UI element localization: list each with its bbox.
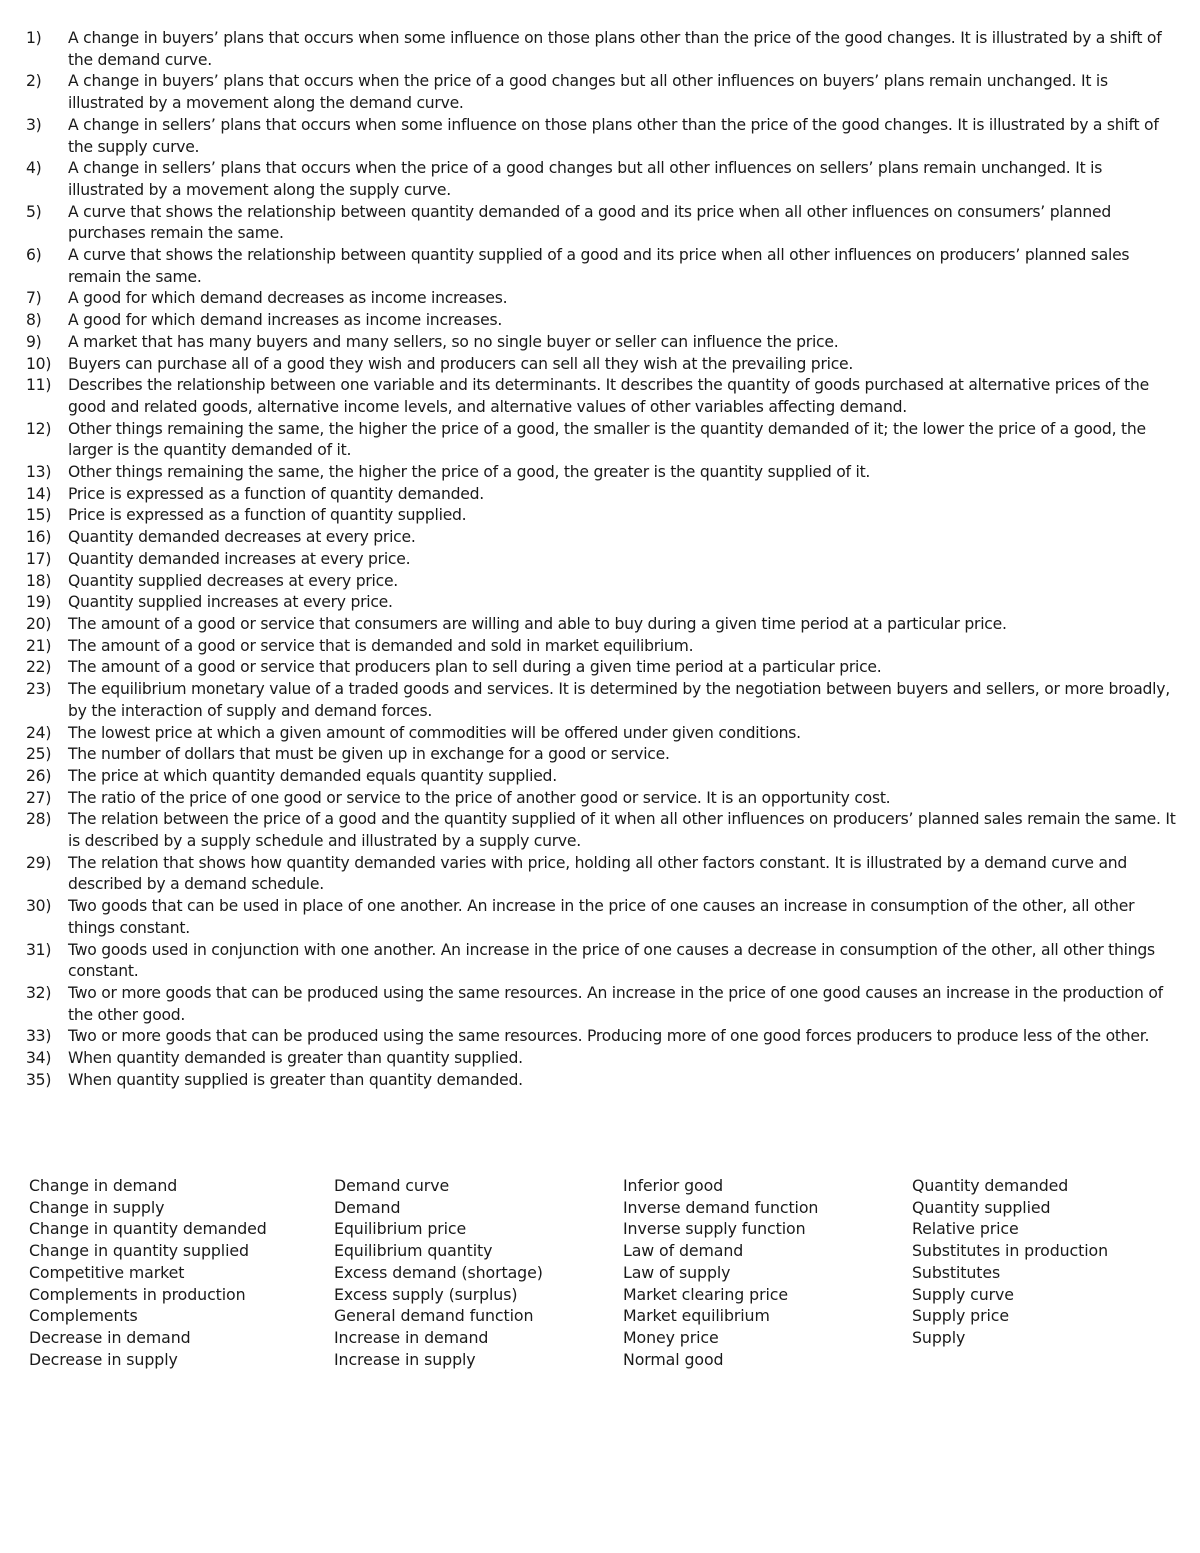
definition-text: The ratio of the price of one good or service to the price of another good or service. It is an opportunity cost. (68, 788, 891, 807)
definition-number: 31) (26, 940, 52, 959)
definition-item (26, 1048, 1178, 1070)
definition-text: Quantity demanded decreases at every price. (68, 528, 416, 547)
term-item: Supply (912, 1327, 966, 1347)
definition-number: 24) (26, 723, 52, 742)
definition-item (26, 527, 1178, 549)
definition-item (26, 375, 1178, 418)
definition-number: 32) (26, 983, 52, 1002)
definition-number: 21) (26, 636, 52, 655)
definition-number: 33) (26, 1027, 52, 1046)
term-column (912, 1175, 1172, 1370)
definition-number: 1) (26, 29, 42, 47)
definition-item (26, 1070, 1178, 1092)
definition-number: 28) (26, 810, 52, 829)
definition-item (26, 462, 1178, 484)
definition-item (26, 940, 1178, 983)
term-item: Complements in production (29, 1284, 246, 1304)
term-item: Quantity supplied (912, 1197, 1051, 1217)
term-item: Supply curve (912, 1284, 1014, 1304)
definition-text: Quantity demanded increases at every price. (68, 549, 411, 568)
term-column (29, 1175, 334, 1370)
definition-text: A market that has many buyers and many sellers, so no single buyer or seller can influence the price. (68, 332, 839, 351)
definition-item (26, 614, 1178, 636)
term-item: Decrease in supply (29, 1349, 178, 1369)
definition-item (26, 679, 1178, 722)
definition-number: 13) (26, 463, 52, 482)
definition-item (26, 549, 1178, 571)
definition-item (26, 115, 1178, 158)
term-item: Change in quantity supplied (29, 1241, 249, 1261)
term-item: Increase in supply (334, 1349, 476, 1369)
term-item: Market clearing price (623, 1284, 788, 1304)
definition-number: 17) (26, 549, 52, 568)
definition-number: 23) (26, 680, 52, 699)
definition-item (26, 809, 1178, 852)
definition-item (26, 28, 1178, 71)
definition-text: A change in buyers’ plans that occurs when some influence on those plans other than the price of the good changes. It is illustrated by a shift of the demand curve. (68, 29, 1162, 69)
definition-number: 25) (26, 745, 52, 764)
definition-text: A good for which demand increases as income increases. (68, 311, 503, 330)
term-column (623, 1175, 912, 1370)
term-item: Excess demand (shortage) (334, 1262, 543, 1282)
definition-item (26, 766, 1178, 788)
term-item: Demand (334, 1197, 401, 1217)
definition-text: The equilibrium monetary value of a traded goods and services. It is determined by the negotiation between buyers and sellers, or more broadly, by the interaction of supply and demand forces. (68, 680, 1170, 720)
term-item: Equilibrium price (334, 1219, 467, 1239)
term-item: Quantity demanded (912, 1176, 1069, 1195)
definition-text: The lowest price at which a given amount of commodities will be offered under given conditions. (68, 723, 801, 742)
definition-number: 7) (26, 289, 42, 308)
term-item: Increase in demand (334, 1327, 489, 1347)
term-item: Demand curve (334, 1176, 450, 1195)
definition-item (26, 1026, 1178, 1048)
definition-item (26, 571, 1178, 593)
definition-number: 14) (26, 484, 52, 503)
definition-number: 5) (26, 202, 42, 221)
definition-number: 18) (26, 571, 52, 590)
definition-text: When quantity demanded is greater than quantity supplied. (68, 1049, 523, 1068)
definition-text: When quantity supplied is greater than quantity demanded. (68, 1070, 523, 1089)
term-item: Complements (29, 1306, 138, 1326)
term-item: Inverse supply function (623, 1219, 806, 1239)
definition-text: A curve that shows the relationship between quantity supplied of a good and its price when all other influences on producers’ planned sales remain the same. (68, 246, 1130, 286)
definition-number: 12) (26, 419, 52, 438)
definition-item (26, 288, 1178, 310)
definition-item (26, 657, 1178, 679)
definition-item (26, 636, 1178, 658)
term-item: Law of demand (623, 1241, 744, 1261)
definition-item (26, 202, 1178, 245)
term-item: Normal good (623, 1349, 724, 1369)
definition-item (26, 354, 1178, 376)
definition-text: Quantity supplied decreases at every price. (68, 571, 398, 590)
term-item: Change in quantity demanded (29, 1219, 267, 1239)
definition-number: 20) (26, 614, 52, 633)
definition-number: 27) (26, 788, 52, 807)
definition-text: The relation that shows how quantity demanded varies with price, holding all other factors constant. It is illustrated by a demand curve and described by a demand schedule. (68, 853, 1128, 894)
definition-text: A change in sellers’ plans that occurs when the price of a good changes but all other influences on sellers’ plans remain unchanged. It is illustrated by a movement along the supply curve. (68, 159, 1103, 199)
definition-number: 10) (26, 354, 52, 373)
definition-number: 30) (26, 897, 52, 916)
definition-text: Two goods that can be used in place of one another. An increase in the price of one causes an increase in consumption of the other, all other things constant. (68, 897, 1135, 937)
definition-item (26, 245, 1178, 288)
definition-text: Price is expressed as a function of quantity demanded. (68, 484, 484, 503)
definition-item (26, 71, 1178, 114)
definition-text: The price at which quantity demanded equals quantity supplied. (68, 766, 557, 785)
definition-number: 35) (26, 1070, 52, 1089)
definition-text: Quantity supplied increases at every price. (68, 593, 393, 612)
term-item: Law of supply (623, 1262, 731, 1282)
definition-number: 16) (26, 528, 52, 547)
definition-number: 8) (26, 311, 42, 330)
definition-number: 6) (26, 246, 42, 265)
definition-text: The number of dollars that must be given up in exchange for a good or service. (68, 745, 670, 764)
definition-text: A good for which demand decreases as income increases. (68, 289, 508, 308)
term-item: Competitive market (29, 1262, 185, 1282)
definition-number: 9) (26, 332, 42, 351)
definition-text: Two goods used in conjunction with one another. An increase in the price of one causes a decrease in consumption of the other, all other things constant. (68, 940, 1155, 981)
definition-text: Price is expressed as a function of quantity supplied. (68, 506, 467, 525)
definition-text: A curve that shows the relationship between quantity demanded of a good and its price when all other influences on consumers’ planned purchases remain the same. (68, 202, 1111, 243)
definition-number: 15) (26, 506, 52, 525)
term-item: Inferior good (623, 1176, 724, 1195)
definition-item (26, 158, 1178, 201)
definition-item (26, 788, 1178, 810)
definition-number: 4) (26, 159, 42, 178)
term-item: Substitutes (912, 1262, 1001, 1282)
term-item: Market equilibrium (623, 1306, 770, 1326)
term-item: Decrease in demand (29, 1327, 191, 1347)
term-item: Relative price (912, 1219, 1019, 1239)
term-item: Money price (623, 1327, 719, 1347)
term-item: General demand function (334, 1306, 534, 1326)
term-item: Change in supply (29, 1197, 165, 1217)
definition-text: Two or more goods that can be produced using the same resources. Producing more of one good forces producers to produce less of the other. (68, 1027, 1150, 1046)
definition-number: 19) (26, 593, 52, 612)
definition-text: Describes the relationship between one variable and its determinants. It describes the quantity of goods purchased at alternative prices of the good and related goods, alternative income levels, and alternative values of other variables affecting demand. (68, 376, 1149, 416)
definition-item (26, 310, 1178, 332)
definition-text: Other things remaining the same, the higher the price of a good, the greater is the quantity supplied of it. (68, 463, 871, 482)
definition-text: The amount of a good or service that consumers are willing and able to buy during a given time period at a particular price. (68, 614, 1007, 633)
definition-number: 2) (26, 72, 42, 91)
definition-text: Two or more goods that can be produced using the same resources. An increase in the price of one good causes an increase in the production of the other good. (68, 983, 1163, 1024)
definition-number: 29) (26, 853, 52, 872)
definition-item (26, 332, 1178, 354)
definition-number: 11) (26, 376, 52, 395)
term-item: Inverse demand function (623, 1197, 819, 1217)
definition-number: 22) (26, 658, 52, 677)
definitions-list (26, 28, 1178, 1091)
definition-number: 3) (26, 115, 42, 134)
term-column (334, 1175, 623, 1370)
definition-item (26, 592, 1178, 614)
definition-item (26, 983, 1178, 1026)
term-item: Excess supply (surplus) (334, 1284, 518, 1304)
definition-text: A change in buyers’ plans that occurs when the price of a good changes but all other influences on buyers’ plans remain unchanged. It is illustrated by a movement along the demand curve. (68, 72, 1108, 113)
definition-number: 26) (26, 766, 52, 785)
definition-item (26, 723, 1178, 745)
term-bank (29, 1175, 1179, 1370)
definition-item (26, 505, 1178, 527)
term-item: Equilibrium quantity (334, 1241, 493, 1261)
definition-text: A change in sellers’ plans that occurs when some influence on those plans other than the price of the good changes. It is illustrated by a shift of the supply curve. (68, 115, 1159, 156)
definition-item (26, 419, 1178, 462)
definition-item (26, 744, 1178, 766)
definition-text: The relation between the price of a good and the quantity supplied of it when all other influences on producers’ planned sales remain the same. It is described by a supply schedule and illustrated by a supply curve. (68, 810, 1176, 851)
term-item: Substitutes in production (912, 1241, 1108, 1261)
definition-number: 34) (26, 1049, 52, 1068)
term-item: Change in demand (29, 1176, 178, 1195)
definition-item (26, 853, 1178, 896)
definition-text: The amount of a good or service that producers plan to sell during a given time period at a particular price. (68, 658, 882, 677)
definition-item (26, 484, 1178, 506)
definition-text: Buyers can purchase all of a good they wish and producers can sell all they wish at the prevailing price. (68, 354, 854, 373)
term-item: Supply price (912, 1306, 1009, 1326)
definition-text: Other things remaining the same, the higher the price of a good, the smaller is the quantity demanded of it; the lower the price of a good, the larger is the quantity demanded of it. (68, 419, 1146, 460)
definition-item (26, 896, 1178, 939)
definition-text: The amount of a good or service that is demanded and sold in market equilibrium. (68, 636, 694, 655)
